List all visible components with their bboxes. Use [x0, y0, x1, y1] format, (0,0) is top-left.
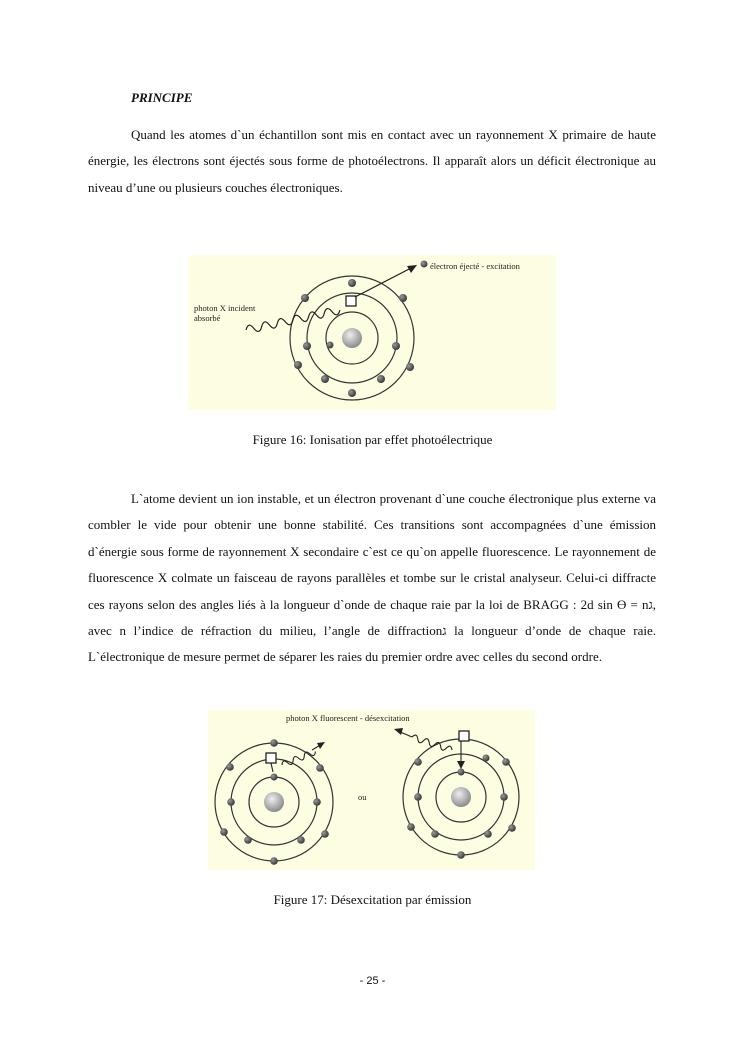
fluorescent-photon-wave: [411, 734, 453, 753]
electron: [414, 793, 422, 801]
figure-17-caption: Figure 17: Désexcitation par émission: [273, 892, 472, 907]
electron: [483, 755, 490, 762]
electron: [270, 739, 278, 747]
electron: [508, 824, 516, 832]
electron-vacancy: [459, 731, 469, 741]
electron: [321, 375, 329, 383]
arrow-head-icon: [317, 742, 325, 749]
electron: [377, 375, 385, 383]
electron: [348, 389, 356, 397]
paragraph-principle-text: Quand les atomes d`un échantillon sont mis en contact avec un rayonnement X primaire de haute énergie, les électrons sont éjectés sous forme de photoélectrons. Il apparaît alors un déficit électronique au niveau d’une ou plusieurs couches électroniques.: [88, 127, 656, 195]
figure-16-svg: [188, 255, 556, 410]
ejection-arrow: [355, 267, 413, 297]
page-number: - 25 -: [359, 975, 386, 987]
ejected-electron: [421, 261, 428, 268]
label-or: ou: [358, 792, 367, 802]
electron: [297, 836, 305, 844]
electron: [500, 793, 508, 801]
section-heading: PRINCIPE: [131, 90, 193, 105]
transition-arrow: [271, 763, 273, 772]
label-ejected-electron: électron éjecté - excitation: [430, 261, 520, 271]
label-incident-photon: photon X incident: [194, 303, 256, 313]
paragraph-fluorescence: [88, 486, 656, 671]
paragraph-fluorescence-text: L`atome devient un ion instable, et un électron provenant d`une couche électronique plus externe va combler le vide pour obtenir une bonne stabilité. Ces transitions sont accompagnées d`une émission d`énergie sous forme de rayonnement X secondaire c`est ce qu`on appelle fluorescence. Le rayonnement de fluorescence X colmate un faisceau de rayons parallèles et tombe sur le cristal analyseur. Celui-ci diffracte ces rayons selon des angles liés à la longueur d`onde de chaque raie par la loi de BRAGG : 2d sin Ө = nג, avec n l’indice de réfraction du milieu, l’angle de diffractionג la longueur d’onde de chaque raie. L`électronique de mesure permet de séparer les raies du premier ordre avec celles du second ordre.: [88, 491, 656, 665]
arrow-head-icon: [457, 761, 465, 769]
electron: [407, 823, 415, 831]
label-absorbed: absorbé: [194, 313, 221, 323]
electron: [431, 830, 439, 838]
electron: [399, 294, 407, 302]
electron: [294, 361, 302, 369]
electron: [220, 828, 228, 836]
electron: [457, 851, 465, 859]
electron: [414, 758, 422, 766]
nucleus: [451, 787, 471, 807]
nucleus: [264, 792, 284, 812]
electron: [392, 342, 400, 350]
arrow-head-icon: [394, 728, 403, 735]
electron: [244, 836, 252, 844]
electron: [321, 830, 329, 838]
electron: [502, 758, 510, 766]
electron: [303, 342, 311, 350]
figure-17-svg: [208, 710, 535, 870]
figure-16-caption: Figure 16: Ionisation par effet photoélectrique: [252, 432, 493, 447]
electron: [226, 763, 234, 771]
electron: [316, 764, 324, 772]
electron: [484, 830, 492, 838]
electron: [406, 363, 414, 371]
electron: [227, 798, 235, 806]
figure-17-desexcitation-diagram: [208, 710, 535, 870]
electron: [458, 769, 465, 776]
nucleus: [342, 328, 362, 348]
electron: [348, 279, 356, 287]
electron-vacancy: [346, 296, 356, 306]
electron: [301, 294, 309, 302]
label-fluorescent-photon: photon X fluorescent - désexcitation: [286, 713, 410, 723]
figure-16-ionisation-diagram: [188, 255, 556, 410]
atom-left: [215, 739, 333, 865]
electron: [327, 342, 334, 349]
electron: [270, 857, 278, 865]
atom-right: [394, 728, 519, 859]
electron: [271, 774, 278, 781]
fluorescent-photon-wave: [281, 749, 317, 768]
electron-vacancy: [266, 753, 276, 763]
incident-photon-wave: [245, 306, 341, 334]
electron: [313, 798, 321, 806]
paragraph-principle: [88, 122, 656, 201]
